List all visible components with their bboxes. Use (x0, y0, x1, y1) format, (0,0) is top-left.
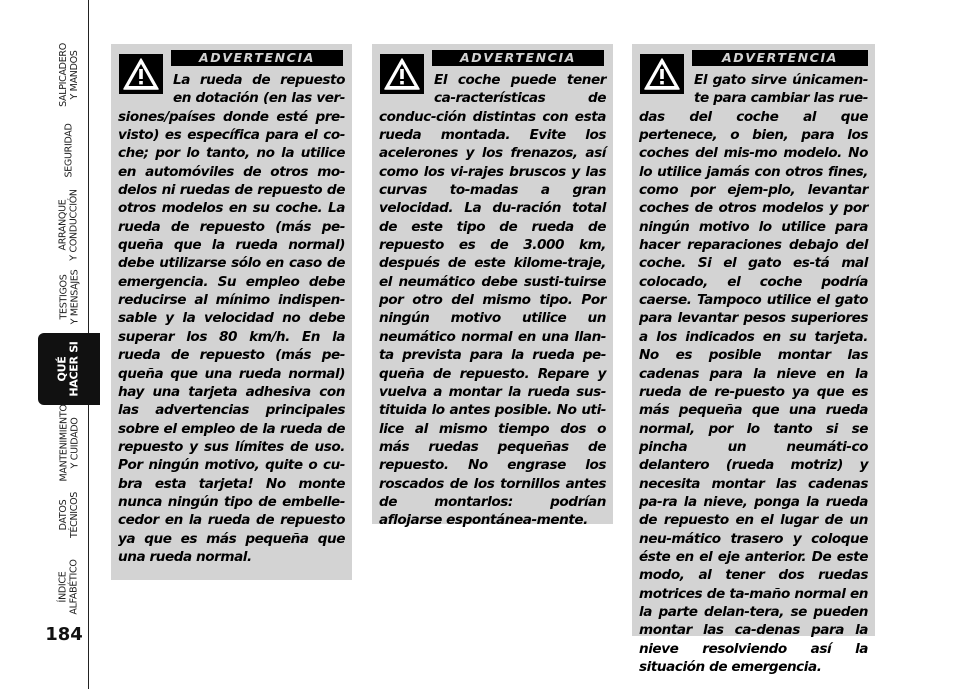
tab-label: ARRANQUE Y CONDUCCIÓN (58, 189, 80, 261)
tab-salpicadero[interactable] (38, 40, 100, 110)
page-number: 184 (45, 624, 83, 645)
tab-que-hacer-si[interactable] (38, 333, 100, 405)
warning-text: La rueda de repuesto en dotación (en las ver-siones/países donde esté pre-visto) es específica para el co-che; por lo tanto, no la utilice en automóviles de otros mo-delos ni ruedas de repuesto de otros modelos en su coche. La rueda de repuesto (más pe-queña que la rueda normal) debe utilizarse sólo en caso de emergencia. Su empleo debe reducirse al mínimo indispen-sable y la velocidad no debe superar los 80 km/h. En la rueda de repuesto (más pe-queña que una rueda normal) hay una tarjeta adhesiva con las advertencias principales sobre el empleo de la rueda de repuesto y sus límites de uso. Por ningún motivo, quite o cu-bra esta tarjeta! No monte nunca ningún tipo de embelle-cedor en la rueda de repuesto ya que es más pequeña que una rueda normal. (118, 72, 345, 565)
warning-text: El coche puede tener ca-racterísticas de conduc-ción distintas con esta rueda montada. Evite los acelerones y los frenazos, así como los vi-rajes bruscos y las curvas to-madas a gran velocidad. La du-ración total de este tipo de rueda de repuesto es de 3.000 km, después de este kilome-traje, el neumático debe susti-tuirse por otro del mismo tipo. Por ningún motivo utilice un neumático normal en una llan-ta prevista para la rueda pe-queña de repuesto. Repare y vuelva a montar la rueda sus-tituida lo antes posible. No uti-lice al mismo tiempo dos o más ruedas pequeñas de repuesto. No engrase los roscados de los tornillos antes de montarlos: podrían aflojarse espontánea-mente. (379, 72, 606, 529)
warning-title: ADVERTENCIA (432, 50, 604, 66)
warning-title: ADVERTENCIA (692, 50, 868, 66)
warning-text: El gato sirve únicamen-te para cambiar las rue-das del coche al que pertenece, o bien, para los coches del mis-mo modelo. No lo utilice jamás con otros fines, como por ejem-plo, levantar coches de otros modelos y por ningún motivo lo utilice para hacer reparaciones debajo del coche. Si el gato es-tá mal colocado, el coche podría caerse. Tampoco utilice el gato para levantar pesos superiores a los indicados en su tarjeta. No es posible montar las cadenas para la nieve en la rueda de re-puesto ya que es más pequeña que una rueda normal, por lo tanto si se pincha un neumáti-co delantero (rueda motriz) y necesita montar las cadenas pa-ra la nieve, ponga la rueda de repuesto en el lugar de un neu-mático trasero y coloque éste en el eje anterior. De este modo, al tener dos ruedas motrices de ta-maño normal en la parte delan-tera, se pueden montar las ca-denas para la nieve resolviendo así la situación de emergencia. (639, 72, 868, 675)
section-tabs (0, 0, 96, 689)
warning-box-driving (372, 44, 613, 529)
warning-title: ADVERTENCIA (171, 50, 343, 66)
tab-testigos[interactable] (38, 262, 100, 332)
tab-arranque[interactable] (38, 190, 100, 260)
tab-label: SEGURIDAD (63, 122, 75, 178)
warning-box-spare-wheel (111, 44, 352, 580)
tab-seguridad[interactable] (38, 115, 100, 185)
tab-indice-alfabetico[interactable] (38, 552, 100, 622)
tab-label: ÍNDICE ALFABÉTICO (58, 559, 80, 615)
tab-label: SALPICADERO Y MANDOS (58, 43, 81, 107)
tab-label: TESTIGOS Y MENSAJES (57, 269, 80, 325)
tab-label: QUÉ HACER SI (55, 341, 81, 397)
tab-datos-tecnicos[interactable] (38, 480, 100, 550)
tab-mantenimiento[interactable] (38, 404, 100, 482)
warning-box-jack (632, 44, 875, 675)
tab-label: DATOS TÉCNICOS (58, 491, 80, 539)
tab-label: MANTENIMIENTO Y CUIDADO (58, 404, 81, 482)
